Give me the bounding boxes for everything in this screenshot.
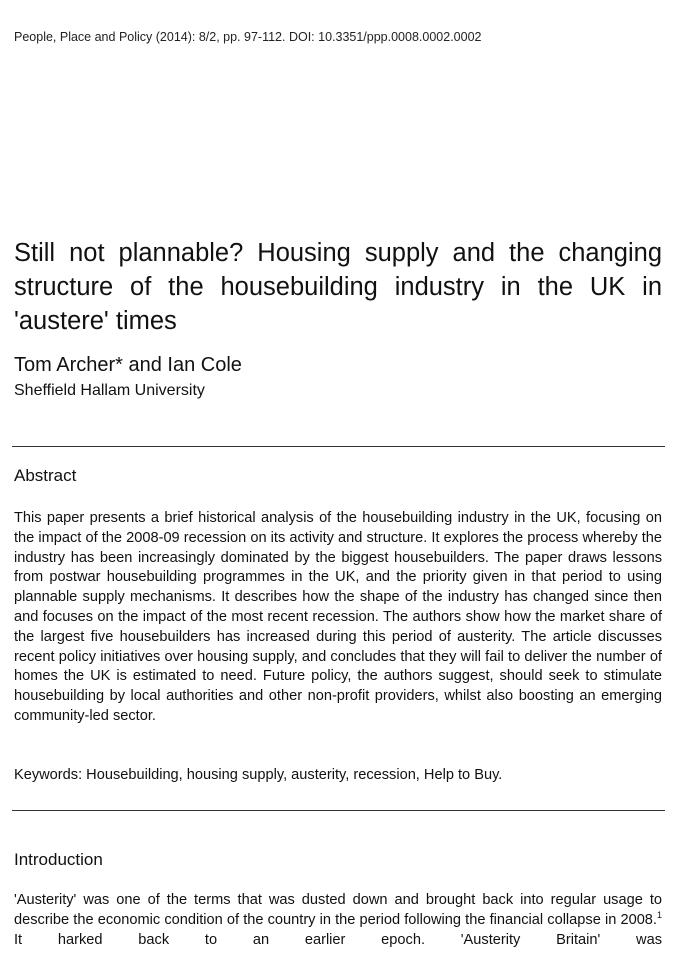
bottom-divider xyxy=(12,810,665,811)
keywords: Keywords: Housebuilding, housing supply, austerity, recession, Help to Buy. xyxy=(14,767,503,783)
abstract-body: This paper presents a brief historical analysis of the housebuilding industry in the UK, focusing on the impact of the 2008-09 recession on its activity and structure. It explores the process whereby the industry has been increasingly dominated by the biggest housebuilders. The paper draws lessons from postwar housebuilding programmes in the UK, and the priority given in that period to using plannable supply mechanisms. It describes how the shape of the industry has changed since then and focuses on the impact of the most recent recession. The authors show how the market share of the largest five housebuilders has increased during this period of austerity. The article discusses recent policy initiatives over housing supply, and concludes that they will fail to deliver the number of homes the UK is estimated to need. Future policy, the authors suggest, should seek to stimulate housebuilding by local authorities and other non-profit providers, whilst also boosting an emerging community-led sector. xyxy=(14,510,662,724)
footnote-marker[interactable]: 1 xyxy=(656,909,662,920)
introduction-text-part2: It harked back to an earlier epoch. 'Austerity Britain' was xyxy=(14,931,662,948)
introduction-heading: Introduction xyxy=(14,850,103,869)
journal-citation: People, Place and Policy (2014): 8/2, pp. 97-112. DOI: 10.3351/ppp.0008.0002.0002 xyxy=(14,30,482,44)
article-title: Still not plannable? Housing supply and the changing structure of the housebuilding industry in the UK in 'austere' times xyxy=(14,239,662,335)
top-divider xyxy=(12,446,665,447)
introduction-text-part1: 'Austerity' was one of the terms that was dusted down and brought back into regular usage to describe the economic condition of the country in the period following the financial collapse in 2008. xyxy=(14,892,662,928)
abstract-heading: Abstract xyxy=(14,466,77,485)
introduction-body xyxy=(14,891,662,950)
article-authors: Tom Archer* and Ian Cole xyxy=(14,354,242,376)
author-affiliation: Sheffield Hallam University xyxy=(14,382,205,399)
